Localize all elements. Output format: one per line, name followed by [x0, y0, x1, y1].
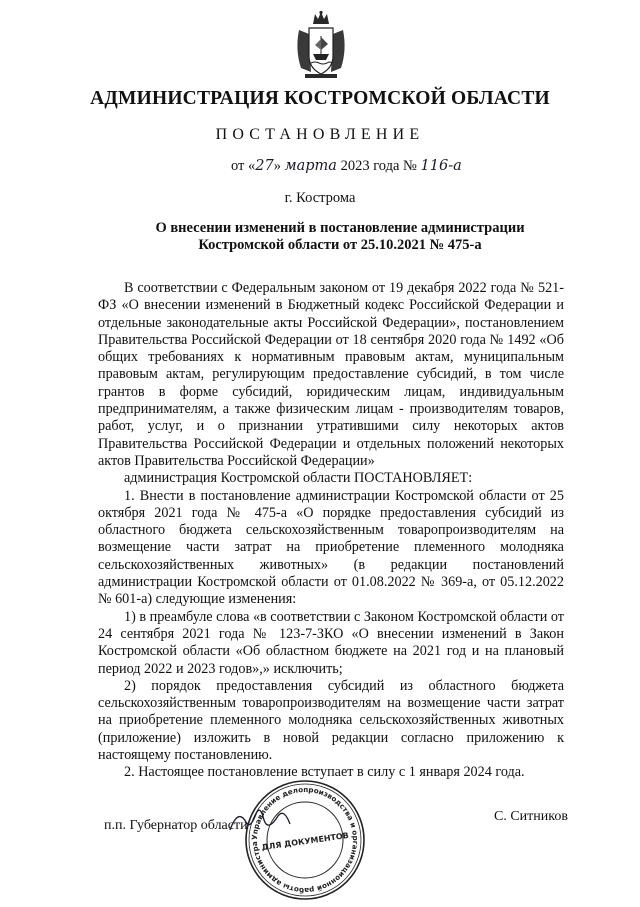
city: г. Кострома: [284, 190, 356, 206]
body-paragraph: 1. Внести в постановление администрации Костромской области от 25 октября 2021 года № 475-а «О порядке предоставления субсидий из областного бюджета сельскохозяйственным товаропроизводителям на возмещение части затрат на приобретение племенного молодняка сельскохозяйственных животных» (в редакции постановлений администрации Костромской области от 01.08.2022 № 369-а, от 05.12.2022 № 601-а) следующие изменения:: [98, 487, 564, 608]
document-body: [98, 280, 564, 782]
stamp-ring-text: Управление делопроизводства и организационной работы администра: [249, 784, 361, 896]
date-mid: »: [273, 158, 285, 174]
document-number: 116-а: [420, 158, 462, 174]
coat-of-arms-icon: [293, 10, 349, 82]
organization-title: АДМИНИСТРАЦИЯ КОСТРОМСКОЙ ОБЛАСТИ: [90, 88, 550, 109]
date-prefix: от «: [231, 158, 256, 174]
signatory-title: п.п. Губернатор области: [104, 818, 248, 833]
signature-mark: [220, 800, 300, 840]
subject-line-2: Костромской области от 25.10.2021 № 475-а: [198, 237, 482, 253]
date-line: [231, 158, 462, 175]
signatory-name: С. Ситников: [494, 809, 568, 824]
date-day: 27: [255, 158, 274, 174]
date-month: марта: [284, 158, 337, 174]
subject-line-1: О внесении изменений в постановление администрации: [155, 220, 525, 236]
body-paragraph: 2) порядок предоставления субсидий из областного бюджета сельскохозяйственным товаропроизводителям на возмещение части затрат на приобретение племенного молодняка сельскохозяйственных животных (приложение) изложить в новой редакции согласно приложению к настоящему постановлению.: [98, 677, 564, 764]
date-year: 2023 года №: [336, 158, 421, 174]
body-paragraph: 2. Настоящее постановление вступает в силу с 1 января 2024 года.: [124, 764, 525, 781]
stamp-center-text: ДЛЯ ДОКУМЕНТОВ: [261, 830, 350, 853]
body-paragraph: администрация Костромской области ПОСТАНОВЛЯЕТ:: [124, 470, 473, 487]
body-paragraph: 1) в преамбуле слова «в соответствии с Законом Костромской области от 24 сентября 2021 года № 123-7-ЗКО «О внесении изменений в Закон Костромской области «Об областном бюджете на 2021 год и на плановый период 2022 и 2023 годов»,» исключить;: [98, 608, 564, 677]
subject-heading: [120, 220, 560, 254]
body-paragraph: В соответствии с Федеральным законом от 19 декабря 2022 года № 521-ФЗ «О внесении изменений в Бюджетный кодекс Российской Федерации и отдельные законодательные акты Российской Федерации», постановлением Правительства Российской Федерации от 18 сентября 2020 года № 1492 «Об общих требованиях к нормативным правовым актам, муниципальным правовым актам, регулирующим предоставление субсидий, в том числе грантов в форме субсидий, юридическим лицам, индивидуальным предпринимателям, а также физическим лицам - производителям товаров, работ, услуг, и о признании утратившими силу некоторых актов Правительства Российской Федерации и отдельных положений некоторых актов Правительства Российской Федерации»: [98, 280, 564, 469]
document-type: ПОСТАНОВЛЕНИЕ: [215, 126, 425, 143]
